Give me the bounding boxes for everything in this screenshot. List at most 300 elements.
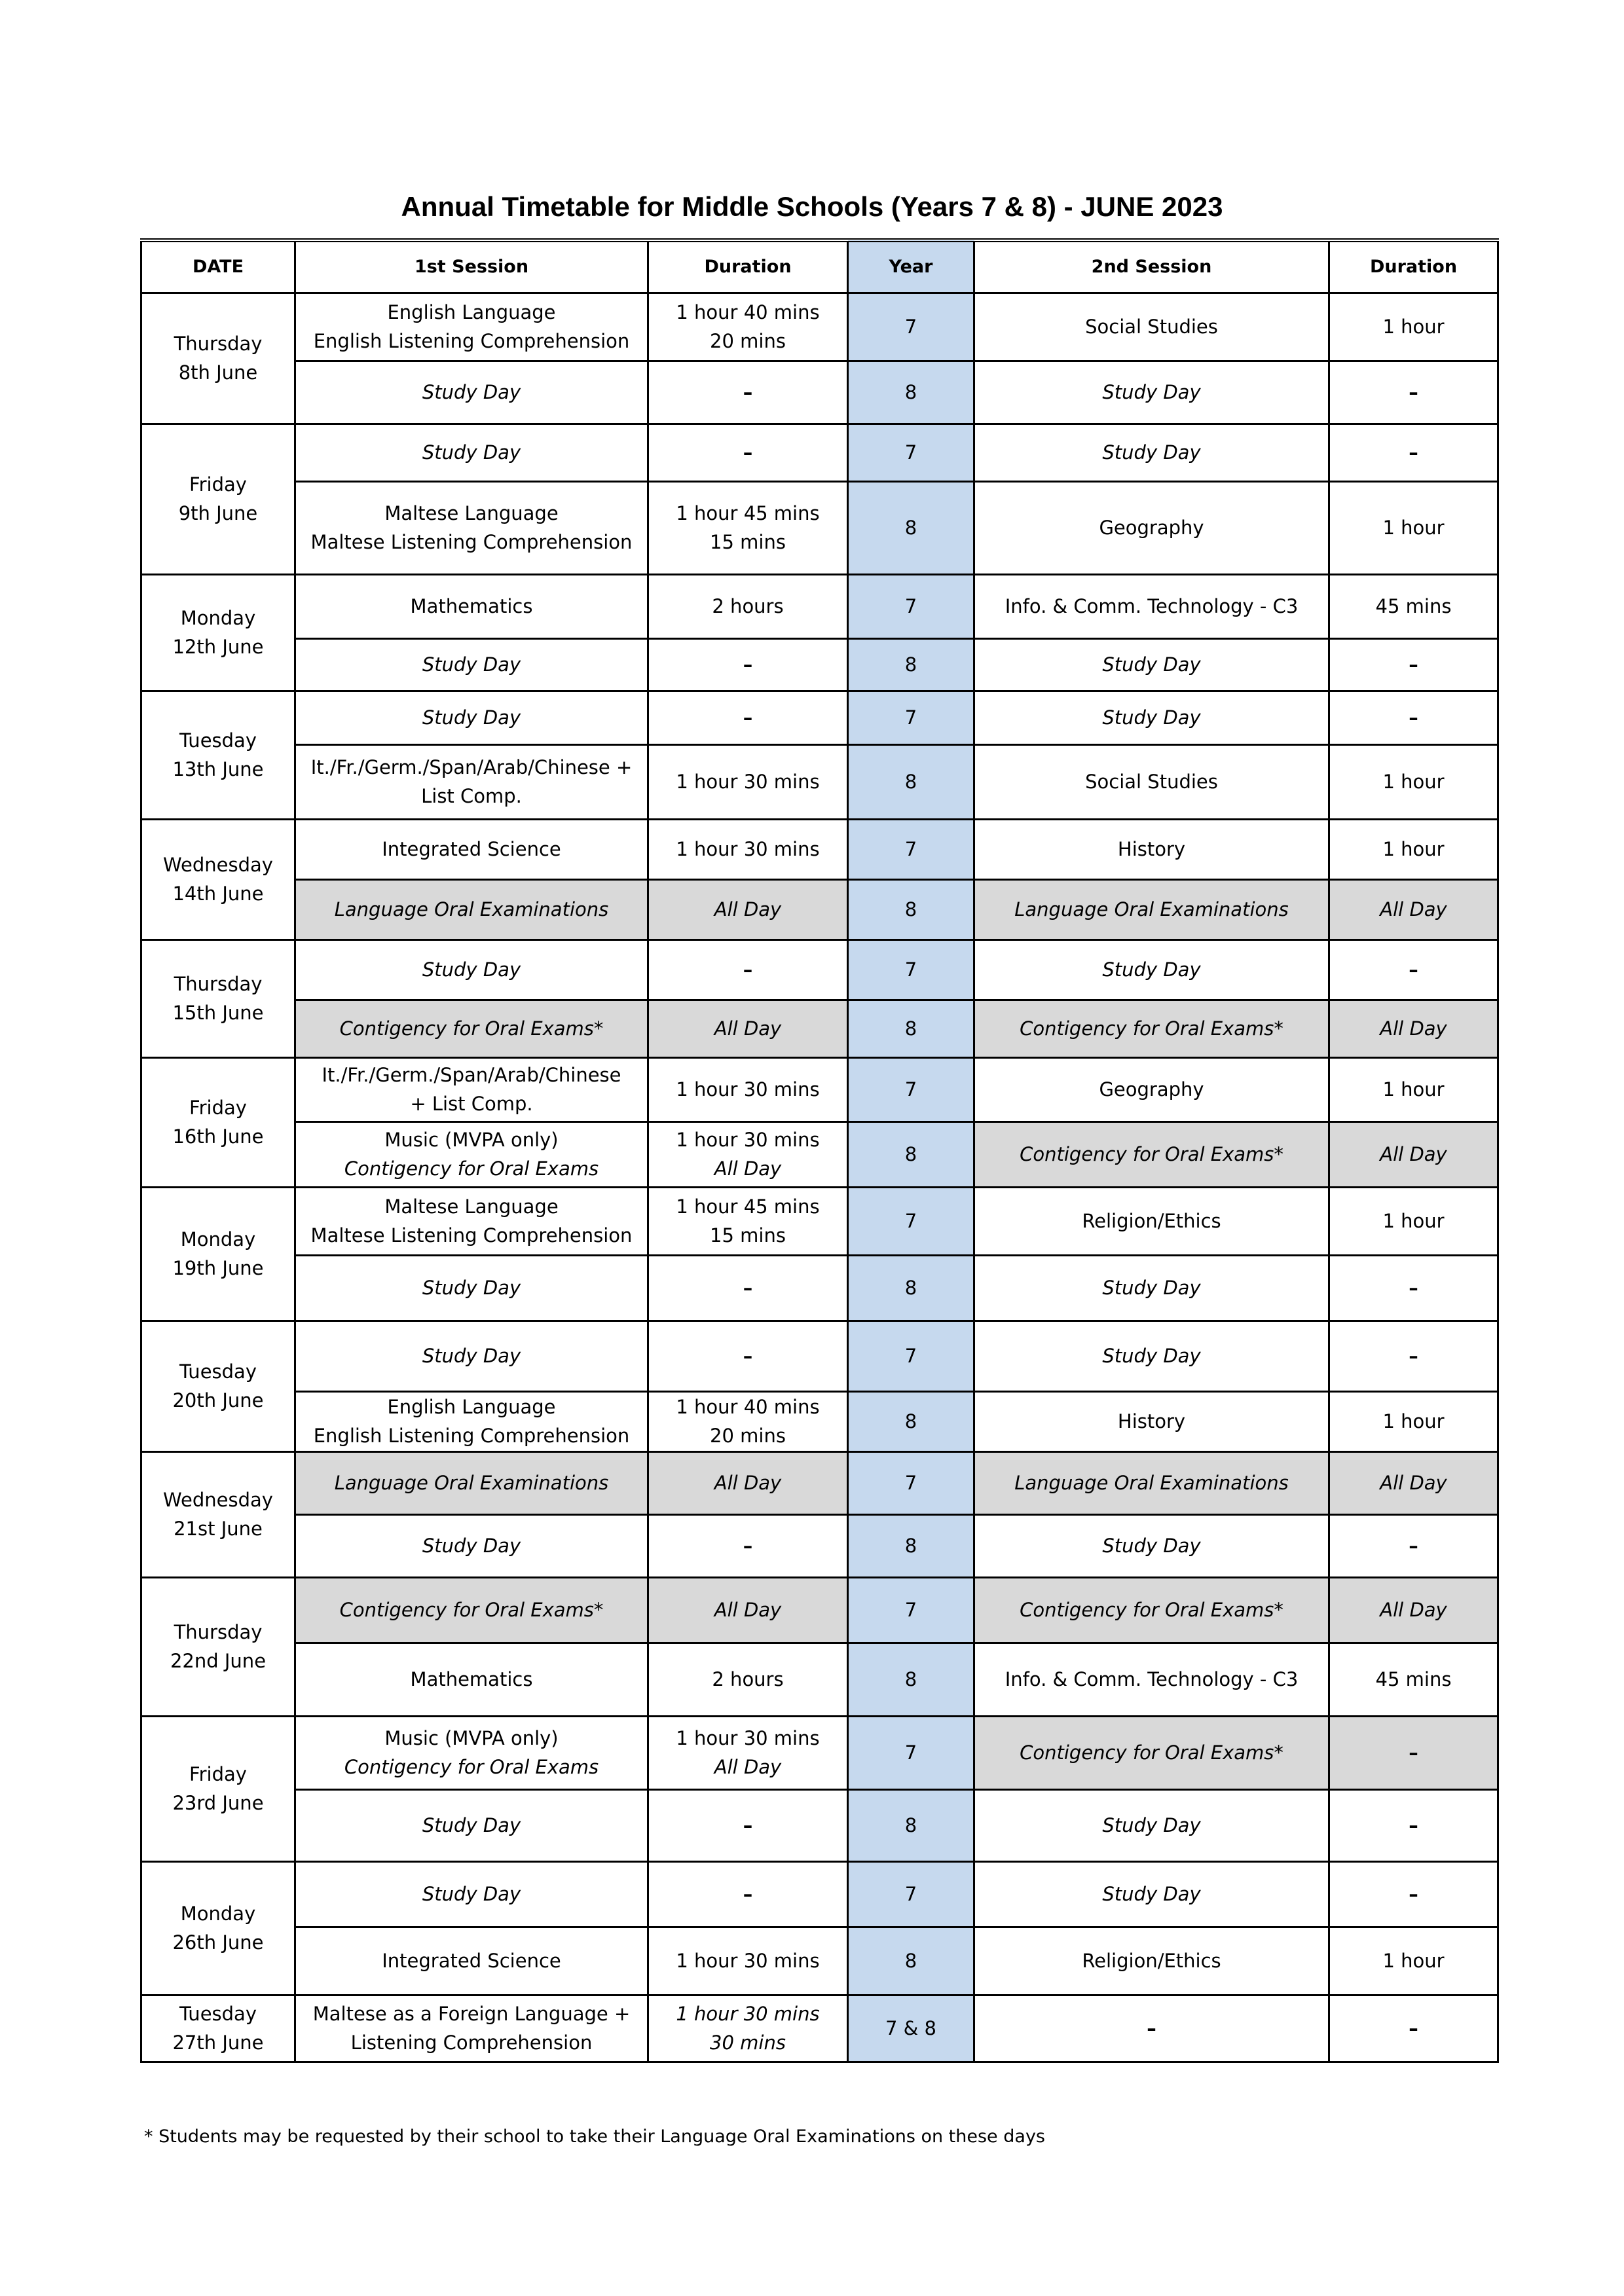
date-cell [141,424,295,575]
year-cell: 8 [848,1256,974,1321]
session1-line: English Listening Comprehension [313,1424,630,1447]
duration1-line: 1 hour 45 mins [676,1195,820,1218]
year-cell: 8 [848,880,974,940]
duration1-cell [648,820,848,880]
session1-cell [295,1643,648,1717]
date-cell [141,1188,295,1321]
duration1-line: All Day [714,898,782,920]
table-row [141,1256,1498,1321]
session1-line: Listening Comprehension [350,2031,593,2054]
year-cell: 7 [848,1862,974,1927]
session1-line: It./Fr./Germ./Span/Arab/Chinese + [310,756,633,778]
session2-cell [974,1321,1329,1392]
header-row [141,240,1498,293]
duration1-cell [648,575,848,639]
duration1-line: 1 hour 30 mins [676,837,820,860]
session1-line: Maltese Language [384,1195,559,1218]
year-cell: 7 [848,820,974,880]
session1-line: Study Day [422,706,521,729]
duration1-line: All Day [714,1755,782,1778]
table-row [141,1578,1498,1643]
session2-line: Study Day [1102,380,1201,403]
date-label: 16th June [172,1125,264,1148]
session1-line: Study Day [422,1534,521,1557]
session2-cell [974,1452,1329,1515]
session1-cell [295,1717,648,1790]
table-row [141,820,1498,880]
duration1-line: 1 hour 30 mins [676,1078,820,1101]
duration2-cell [1329,1122,1498,1188]
session2-cell [974,424,1329,482]
weekday: Thursday [174,973,263,995]
duration1-cell [648,1790,848,1862]
date-label: 23rd June [172,1791,264,1814]
table-row [141,1058,1498,1122]
duration1-line: 1 hour 30 mins [676,1949,820,1972]
date-label: 21st June [174,1517,263,1540]
session2-line: Contigency for Oral Exams* [1020,1142,1283,1165]
session1-line: List Comp. [421,784,522,807]
table-row [141,293,1498,361]
session2-line: History [1117,1410,1186,1432]
duration2-cell [1329,940,1498,1000]
duration2-line: – [1409,958,1418,981]
header-session1: 1st Session [295,240,648,293]
duration2-line: 1 hour [1382,1209,1445,1232]
session2-cell [974,482,1329,575]
table-row [141,1790,1498,1862]
header-duration2: Duration [1329,240,1498,293]
session1-line: Study Day [422,1882,521,1905]
date-label: 20th June [172,1389,264,1412]
duration2-cell [1329,1717,1498,1790]
duration1-line: – [743,1813,753,1836]
session1-line: Language Oral Examinations [334,1471,609,1494]
duration2-line: All Day [1380,1017,1447,1040]
date-cell [141,820,295,940]
duration1-line: 1 hour 30 mins [676,2003,820,2025]
session2-line: Study Day [1102,706,1201,729]
session1-line: Study Day [422,653,521,676]
duration1-line: 1 hour 40 mins [676,301,820,323]
duration2-line: 1 hour [1382,1410,1445,1432]
weekday: Friday [189,473,247,496]
year-cell: 7 [848,1578,974,1643]
table-row [141,1927,1498,1995]
duration1-line: – [743,706,753,729]
session1-cell [295,745,648,820]
session1-line: Contigency for Oral Exams* [339,1598,604,1621]
session1-cell [295,1452,648,1515]
table-row [141,745,1498,820]
table-row [141,1643,1498,1717]
duration2-cell [1329,1000,1498,1058]
session1-cell [295,1790,648,1862]
session1-line: Maltese Language [384,502,559,524]
date-cell [141,1058,295,1188]
duration1-line: 30 mins [710,2031,786,2054]
duration1-line: All Day [714,1598,782,1621]
session1-cell [295,482,648,575]
duration2-cell [1329,1862,1498,1927]
date-cell [141,940,295,1058]
year-cell: 7 [848,940,974,1000]
date-cell [141,1578,295,1717]
session2-line: Language Oral Examinations [1014,1471,1289,1494]
duration1-cell [648,1058,848,1122]
table-row [141,1188,1498,1256]
duration1-cell [648,880,848,940]
session2-line: Religion/Ethics [1082,1209,1221,1232]
year-cell: 7 [848,1058,974,1122]
duration1-cell [648,940,848,1000]
weekday: Tuesday [179,729,257,752]
date-cell [141,575,295,691]
date-label: 22nd June [170,1649,267,1672]
duration1-cell [648,293,848,361]
session2-cell [974,361,1329,424]
session2-cell [974,820,1329,880]
session1-cell [295,361,648,424]
exam-timetable [140,238,1499,2063]
session2-line: Study Day [1102,1276,1201,1299]
date-label: 15th June [172,1001,264,1024]
year-cell: 7 [848,1717,974,1790]
duration1-cell [648,1392,848,1452]
duration1-cell [648,1578,848,1643]
session1-cell [295,940,648,1000]
table-row [141,1515,1498,1578]
duration1-line: – [743,380,753,403]
duration2-cell [1329,1995,1498,2062]
session1-cell [295,1188,648,1256]
duration2-line: 45 mins [1375,1667,1452,1690]
duration1-cell [648,745,848,820]
duration2-line: 1 hour [1382,770,1445,793]
session1-line: Mathematics [410,594,533,617]
duration1-line: 2 hours [712,594,784,617]
table-row [141,482,1498,575]
duration1-line: 1 hour 30 mins [676,770,820,793]
session2-cell [974,1515,1329,1578]
duration1-cell [648,1515,848,1578]
session2-line: Study Day [1102,1882,1201,1905]
session2-cell [974,1995,1329,2062]
session1-line: Study Day [422,380,521,403]
session2-line: Contigency for Oral Exams* [1020,1017,1283,1040]
duration2-cell [1329,691,1498,745]
year-cell: 7 [848,1452,974,1515]
footnote: * Students may be requested by their school to take their Language Oral Examinations on these days [144,2126,1045,2147]
year-cell: 7 [848,691,974,745]
header-session2: 2nd Session [974,240,1329,293]
session2-cell [974,745,1329,820]
date-cell [141,1995,295,2062]
session1-line: English Language [387,1396,556,1418]
year-cell: 8 [848,1515,974,1578]
duration2-line: – [1409,1882,1418,1905]
duration2-line: – [1409,2016,1418,2039]
table-row [141,940,1498,1000]
duration2-cell [1329,1927,1498,1995]
session2-line: Language Oral Examinations [1014,898,1289,920]
year-cell: 8 [848,361,974,424]
weekday: Wednesday [163,1489,273,1511]
year-cell: 8 [848,745,974,820]
duration1-cell [648,1321,848,1392]
session2-line: Study Day [1102,958,1201,981]
duration1-line: – [743,1882,753,1905]
session2-line: Study Day [1102,653,1201,676]
table-row [141,424,1498,482]
session1-line: Study Day [422,1276,521,1299]
session1-cell [295,1058,648,1122]
duration1-line: 20 mins [710,1424,786,1447]
session2-cell [974,1862,1329,1927]
duration2-cell [1329,575,1498,639]
session1-cell [295,1256,648,1321]
duration1-line: All Day [714,1157,782,1180]
year-cell: 7 & 8 [848,1995,974,2062]
session2-line: Contigency for Oral Exams* [1020,1741,1283,1764]
duration2-line: – [1409,706,1418,729]
session1-cell [295,691,648,745]
duration2-line: – [1409,1276,1418,1299]
session1-line: Mathematics [410,1667,533,1690]
session1-line: Contigency for Oral Exams [344,1755,599,1778]
duration1-line: All Day [714,1471,782,1494]
table-row [141,1452,1498,1515]
duration2-line: 1 hour [1382,1078,1445,1101]
date-label: 19th June [172,1256,264,1279]
duration2-line: – [1409,380,1418,403]
date-cell [141,1717,295,1862]
duration2-line: – [1409,1534,1418,1557]
duration1-line: 15 mins [710,1224,786,1247]
session1-cell [295,1000,648,1058]
date-cell [141,1862,295,1995]
session1-cell [295,1122,648,1188]
duration2-line: – [1409,1741,1418,1764]
session1-line: Music (MVPA only) [384,1129,559,1151]
duration1-line: 1 hour 40 mins [676,1396,820,1418]
duration2-cell [1329,745,1498,820]
duration1-cell [648,361,848,424]
session2-line: Geography [1099,516,1204,539]
year-cell: 8 [848,1927,974,1995]
duration1-cell [648,1452,848,1515]
year-cell: 7 [848,575,974,639]
session2-cell [974,940,1329,1000]
duration2-line: 1 hour [1382,516,1445,539]
session1-line: It./Fr./Germ./Span/Arab/Chinese [322,1064,621,1086]
session1-cell [295,293,648,361]
weekday: Friday [189,1097,247,1119]
weekday: Monday [180,1228,256,1250]
year-cell: 8 [848,639,974,691]
year-cell: 8 [848,1643,974,1717]
session2-cell [974,1643,1329,1717]
duration1-line: – [743,441,753,464]
session2-cell [974,1927,1329,1995]
session1-line: Study Day [422,958,521,981]
duration2-line: 45 mins [1375,594,1452,617]
session2-line: Social Studies [1085,770,1218,793]
table-row [141,1995,1498,2062]
duration2-cell [1329,1452,1498,1515]
duration2-cell [1329,1578,1498,1643]
session2-line: Study Day [1102,1813,1201,1836]
duration2-line: 1 hour [1382,315,1445,338]
table-row [141,575,1498,639]
year-cell: 7 [848,424,974,482]
duration2-cell [1329,1256,1498,1321]
year-cell: 8 [848,1392,974,1452]
date-cell [141,1452,295,1578]
weekday: Tuesday [179,2003,257,2025]
weekday: Thursday [174,333,263,355]
session1-line: Contigency for Oral Exams* [339,1017,604,1040]
session2-line: Info. & Comm. Technology - C3 [1005,1667,1299,1690]
year-cell: 8 [848,482,974,575]
session2-cell [974,1256,1329,1321]
session1-line: Integrated Science [382,837,561,860]
duration1-cell [648,424,848,482]
duration1-line: 2 hours [712,1667,784,1690]
table-row [141,880,1498,940]
session1-cell [295,1578,648,1643]
session1-line: Maltese Listening Comprehension [310,1224,633,1247]
duration1-cell [648,482,848,575]
session2-cell [974,1058,1329,1122]
duration1-line: 1 hour 45 mins [676,502,820,524]
date-cell [141,293,295,424]
table-row [141,1392,1498,1452]
session1-cell [295,1392,648,1452]
duration2-cell [1329,880,1498,940]
session1-cell [295,1995,648,2062]
date-label: 27th June [172,2031,264,2054]
duration2-cell [1329,361,1498,424]
duration2-line: – [1409,1344,1418,1367]
session1-line: Integrated Science [382,1949,561,1972]
duration1-cell [648,1927,848,1995]
session2-line: Study Day [1102,1344,1201,1367]
duration1-line: 1 hour 30 mins [676,1129,820,1151]
duration1-cell [648,1188,848,1256]
duration2-line: All Day [1380,898,1447,920]
date-label: 12th June [172,635,264,658]
session2-cell [974,880,1329,940]
date-label: 8th June [178,361,258,384]
session1-line: Maltese as a Foreign Language + [312,2003,631,2025]
session1-line: English Listening Comprehension [313,329,630,352]
session2-cell [974,1578,1329,1643]
duration1-line: – [743,1344,753,1367]
session1-line: + List Comp. [410,1092,533,1115]
duration2-cell [1329,1321,1498,1392]
session1-cell [295,1321,648,1392]
session2-cell [974,1122,1329,1188]
session2-line: Contigency for Oral Exams* [1020,1598,1283,1621]
session1-cell [295,880,648,940]
year-cell: 8 [848,1000,974,1058]
duration1-cell [648,1862,848,1927]
table-row [141,639,1498,691]
year-cell: 7 [848,1188,974,1256]
duration2-cell [1329,1188,1498,1256]
session2-cell [974,575,1329,639]
table-row [141,1862,1498,1927]
session2-line: Study Day [1102,1534,1201,1557]
page-title: Annual Timetable for Middle Schools (Years 7 & 8) - JUNE 2023 [401,191,1223,222]
duration2-cell [1329,1643,1498,1717]
duration2-cell [1329,293,1498,361]
duration1-cell [648,1995,848,2062]
duration2-line: 1 hour [1382,837,1445,860]
session1-cell [295,424,648,482]
session2-cell [974,1717,1329,1790]
duration1-cell [648,1122,848,1188]
duration2-line: 1 hour [1382,1949,1445,1972]
weekday: Wednesday [163,854,273,876]
session2-cell [974,691,1329,745]
session1-line: Study Day [422,441,521,464]
weekday: Thursday [174,1621,263,1643]
duration1-line: – [743,1534,753,1557]
session2-line: Geography [1099,1078,1204,1101]
duration1-cell [648,1000,848,1058]
session1-cell [295,820,648,880]
session1-cell [295,1862,648,1927]
duration1-cell [648,1643,848,1717]
session2-cell [974,639,1329,691]
session1-cell [295,639,648,691]
duration1-line: 20 mins [710,329,786,352]
date-label: 14th June [172,882,264,905]
session1-cell [295,1515,648,1578]
duration1-line: – [743,653,753,676]
duration1-cell [648,1717,848,1790]
duration2-cell [1329,1058,1498,1122]
table-row [141,1122,1498,1188]
date-cell [141,1321,295,1452]
session1-line: Language Oral Examinations [334,898,609,920]
duration2-cell [1329,424,1498,482]
duration2-line: All Day [1380,1471,1447,1494]
table-row [141,1321,1498,1392]
session2-line: History [1117,837,1186,860]
session1-line: Contigency for Oral Exams [344,1157,599,1180]
duration1-cell [648,1256,848,1321]
session2-cell [974,293,1329,361]
session1-line: Music (MVPA only) [384,1727,559,1749]
duration2-line: – [1409,441,1418,464]
session2-line: Study Day [1102,441,1201,464]
duration1-line: – [743,958,753,981]
table-row [141,1000,1498,1058]
duration1-line: – [743,1276,753,1299]
session1-line: Study Day [422,1813,521,1836]
session2-cell [974,1392,1329,1452]
session2-line: Religion/Ethics [1082,1949,1221,1972]
session2-line: Social Studies [1085,315,1218,338]
weekday: Monday [180,607,256,629]
weekday: Friday [189,1763,247,1785]
duration1-line: 1 hour 30 mins [676,1727,820,1749]
duration2-line: All Day [1380,1598,1447,1621]
weekday: Tuesday [179,1360,257,1383]
